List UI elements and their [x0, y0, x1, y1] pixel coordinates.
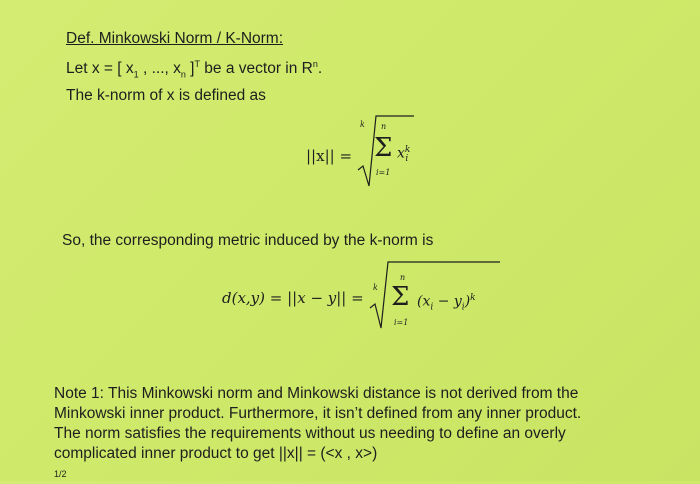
sum-lower-2: i=1	[394, 318, 409, 327]
term2-minus: − y	[433, 293, 462, 310]
term2-sub-y: i	[461, 302, 465, 313]
sum-lower-1: i=1	[376, 168, 391, 177]
vector-space-text: be a vector in R	[200, 60, 313, 78]
vector-close: ]	[185, 60, 195, 78]
metric-intro-line: So, the corresponding metric induced by the k-norm is	[62, 232, 434, 249]
vector-x-open: x = [ x	[91, 60, 134, 78]
let-prefix: Let	[66, 60, 92, 78]
vector-middle: , ..., x	[138, 60, 181, 78]
term2-sup: k	[470, 293, 476, 303]
sigma-icon-2: Σ	[391, 282, 410, 312]
subscript-1: 1	[133, 69, 139, 80]
sigma-icon: Σ	[374, 133, 393, 163]
subscript-n: n	[180, 69, 186, 80]
note-line-1: Note 1: This Minkowski norm and Minkowski distance is not derived from the	[54, 385, 579, 402]
term-sub: i	[405, 154, 409, 165]
definition-heading: Def. Minkowski Norm / K-Norm:	[66, 30, 284, 47]
norm-lhs: ||x|| =	[306, 147, 353, 165]
root-index-2: k	[373, 283, 378, 292]
note-line-4-sup: 1/2	[54, 469, 67, 479]
period: .	[317, 60, 323, 78]
term2-sub-x: i	[430, 302, 434, 313]
k-norm-definition-line: The k-norm of x is defined as	[66, 87, 266, 104]
rn-superscript: n	[312, 59, 318, 69]
note-line-4	[54, 444, 581, 484]
note-line-4-text: complicated inner product to get ||x|| = (<x , x>)	[54, 445, 378, 462]
term-2	[417, 293, 476, 312]
note-line-3: The norm satisfies the requirements without us needing to define an overly	[54, 425, 566, 442]
term2-open: (x	[417, 293, 431, 310]
transpose-superscript: T	[194, 59, 200, 69]
term-sup: k	[404, 145, 411, 155]
term-x: x	[397, 145, 405, 162]
term2-close: )	[464, 293, 471, 310]
root-index-1: k	[360, 120, 365, 129]
sum-upper-2: n	[400, 273, 406, 282]
note-paragraph	[54, 384, 581, 484]
note-line-2: Minkowski inner product. Furthermore, it isn’t defined from any inner product.	[54, 405, 582, 422]
sum-upper-1: n	[381, 122, 387, 131]
metric-lhs-text: d(x,y) = ||x − y|| =	[222, 289, 364, 307]
